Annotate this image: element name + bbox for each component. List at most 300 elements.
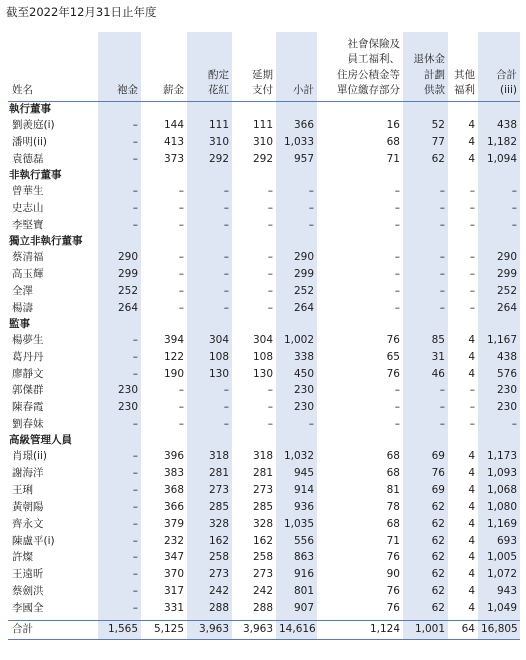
cell-subtotal: 801: [276, 583, 317, 600]
cell-pension: 76: [403, 465, 448, 482]
table-row: [8, 183, 520, 200]
section-pension: [403, 316, 448, 332]
cell-fees: –: [98, 516, 141, 533]
header-other-benefits: 其他 福利: [448, 32, 478, 101]
cell-pension: –: [403, 183, 448, 200]
cell-other: –: [469, 201, 475, 214]
cell-fees: 252: [98, 283, 141, 300]
cell-pension: –: [403, 399, 448, 416]
cell-pension: –: [403, 416, 448, 433]
cell-fees: 299: [98, 266, 141, 283]
section-salary: [141, 316, 187, 332]
table-row: [8, 416, 520, 433]
cell-bonus: 304: [187, 332, 232, 349]
header-fees: 袍金: [98, 32, 141, 101]
cell-name: 蔡清福: [12, 250, 44, 263]
cell-subtotal: 945: [276, 465, 317, 482]
table-row: [8, 134, 520, 151]
cell-fees: 230: [98, 382, 141, 399]
section-other: [448, 168, 478, 184]
cell-deferred: –: [267, 401, 273, 414]
cell-bonus: –: [187, 183, 232, 200]
cell-subtotal: 957: [276, 151, 317, 168]
cell-subtotal: 366: [276, 117, 317, 134]
cell-bonus: –: [187, 416, 232, 433]
cell-social: –: [394, 250, 400, 263]
cell-pension: –: [403, 249, 448, 266]
cell-deferred: 273: [252, 568, 273, 581]
cell-deferred: 162: [252, 534, 273, 547]
section-subtotal: [276, 168, 317, 184]
cell-salary: –: [178, 250, 184, 263]
cell-pension: 62: [403, 499, 448, 516]
cell-deferred: 258: [252, 551, 273, 564]
cell-social: 68: [386, 467, 400, 480]
section-social: [317, 168, 403, 184]
cell-subtotal: 450: [276, 366, 317, 383]
header-pension: 退休金 計劃 供款: [403, 32, 448, 101]
cell-name: 王遠昕: [12, 568, 44, 581]
cell-other: –: [469, 418, 475, 431]
cell-other: 4: [468, 367, 475, 380]
cell-total: 230: [478, 399, 520, 416]
cell-other: 4: [468, 135, 475, 148]
cell-salary: 144: [163, 118, 184, 131]
cell-fees: –: [98, 332, 141, 349]
cell-salary: 331: [163, 602, 184, 615]
cell-bonus: 273: [187, 482, 232, 499]
cell-pension: 69: [403, 449, 448, 466]
total-deferred: 3,963: [232, 620, 276, 639]
cell-salary: 317: [163, 585, 184, 598]
cell-fees: –: [98, 134, 141, 151]
section-header: [8, 316, 520, 332]
cell-salary: 366: [163, 500, 184, 513]
cell-name: 史志山: [12, 201, 44, 214]
cell-bonus: 242: [187, 583, 232, 600]
cell-other: –: [469, 267, 475, 280]
cell-total: 1,167: [478, 332, 520, 349]
section-header: [8, 168, 520, 184]
cell-fees: –: [98, 465, 141, 482]
cell-salary: 373: [163, 152, 184, 165]
cell-other: 4: [468, 333, 475, 346]
table-row: [8, 600, 520, 617]
cell-subtotal: –: [276, 217, 317, 234]
table-body: [8, 101, 520, 639]
section-bonus: [187, 234, 232, 250]
cell-pension: –: [403, 200, 448, 217]
cell-social: 68: [386, 517, 400, 530]
table-row: [8, 399, 520, 416]
cell-pension: 69: [403, 482, 448, 499]
cell-total: –: [478, 217, 520, 234]
header-bonus: 酌定 花紅: [187, 32, 232, 101]
table-row: [8, 583, 520, 600]
cell-name: 李堅寶: [12, 218, 44, 231]
section-bonus: [187, 433, 232, 449]
cell-fees: 230: [98, 399, 141, 416]
cell-total: 1,169: [478, 516, 520, 533]
cell-pension: –: [403, 283, 448, 300]
cell-deferred: –: [267, 267, 273, 280]
table-row: [8, 566, 520, 583]
cell-pension: 85: [403, 332, 448, 349]
header-deferred: 延期 支付: [232, 32, 276, 101]
cell-name: 葛丹丹: [12, 350, 44, 363]
table-row: [8, 283, 520, 300]
cell-deferred: –: [267, 384, 273, 397]
cell-fees: –: [98, 600, 141, 617]
section-total: [478, 168, 520, 184]
cell-total: 1,068: [478, 482, 520, 499]
cell-bonus: –: [187, 399, 232, 416]
cell-name: 廖靜文: [12, 367, 44, 380]
cell-fees: –: [98, 583, 141, 600]
table-row: [8, 349, 520, 366]
total-row: [8, 620, 520, 639]
total-salary: 5,125: [141, 620, 187, 639]
cell-total: 252: [478, 283, 520, 300]
cell-subtotal: 556: [276, 533, 317, 550]
cell-salary: –: [178, 201, 184, 214]
cell-social: 16: [386, 118, 400, 131]
cell-subtotal: 290: [276, 249, 317, 266]
cell-total: –: [478, 183, 520, 200]
cell-name: 陳盧平(i): [12, 534, 55, 547]
cell-bonus: 130: [187, 366, 232, 383]
section-title: 監事: [9, 317, 30, 330]
cell-social: 68: [386, 450, 400, 463]
cell-fees: –: [98, 533, 141, 550]
cell-name: 曾華生: [12, 184, 44, 197]
cell-name: 陳春霞: [12, 401, 44, 414]
cell-total: 943: [478, 583, 520, 600]
table-row: [8, 217, 520, 234]
cell-total: 264: [478, 300, 520, 317]
cell-subtotal: –: [276, 200, 317, 217]
cell-salary: 379: [163, 517, 184, 530]
section-subtotal: [276, 234, 317, 250]
cell-pension: 62: [403, 533, 448, 550]
cell-deferred: 130: [252, 367, 273, 380]
cell-social: 90: [386, 568, 400, 581]
cell-name: 潘明(ii): [12, 135, 48, 148]
cell-salary: –: [178, 384, 184, 397]
cell-other: 4: [468, 500, 475, 513]
cell-deferred: –: [267, 301, 273, 314]
cell-bonus: –: [187, 200, 232, 217]
cell-subtotal: 1,035: [276, 516, 317, 533]
cell-other: 4: [468, 551, 475, 564]
cell-deferred: 288: [252, 602, 273, 615]
cell-deferred: 328: [252, 517, 273, 530]
cell-subtotal: 338: [276, 349, 317, 366]
cell-social: 76: [386, 367, 400, 380]
cell-other: –: [469, 218, 475, 231]
cell-other: 4: [468, 568, 475, 581]
cell-pension: –: [403, 300, 448, 317]
cell-name: 李國全: [12, 602, 44, 615]
section-header: [8, 433, 520, 449]
cell-other: –: [469, 284, 475, 297]
cell-deferred: 285: [252, 500, 273, 513]
cell-salary: –: [178, 284, 184, 297]
table-row: [8, 249, 520, 266]
cell-bonus: 281: [187, 465, 232, 482]
cell-social: 71: [386, 152, 400, 165]
cell-subtotal: 1,002: [276, 332, 317, 349]
cell-name: 肖璟(ii): [12, 450, 48, 463]
cell-subtotal: 1,033: [276, 134, 317, 151]
cell-subtotal: 252: [276, 283, 317, 300]
cell-total: 290: [478, 249, 520, 266]
section-social: [317, 234, 403, 250]
section-deferred: [232, 234, 276, 250]
cell-pension: 62: [403, 516, 448, 533]
cell-bonus: –: [187, 217, 232, 234]
cell-subtotal: 936: [276, 499, 317, 516]
section-title: 高級管理人員: [9, 434, 72, 447]
cell-subtotal: 264: [276, 300, 317, 317]
cell-bonus: 108: [187, 349, 232, 366]
cell-name: 劉春妹: [12, 418, 44, 431]
cell-name: 黃朝陽: [12, 500, 44, 513]
cell-other: –: [469, 250, 475, 263]
cell-bonus: 310: [187, 134, 232, 151]
cell-salary: 394: [163, 333, 184, 346]
cell-deferred: 242: [252, 585, 273, 598]
total-pension: 1,001: [403, 620, 448, 639]
cell-name: 蔡劍洪: [12, 585, 44, 598]
cell-bonus: –: [187, 382, 232, 399]
cell-deferred: 111: [252, 118, 273, 131]
cell-name: 齊永文: [12, 517, 44, 530]
section-fees: [98, 234, 141, 250]
cell-salary: –: [178, 301, 184, 314]
cell-social: 76: [386, 602, 400, 615]
section-title: 非執行董事: [9, 168, 62, 181]
section-pension: [403, 101, 448, 117]
header-salary: 薪金: [141, 32, 187, 101]
cell-fees: –: [98, 183, 141, 200]
cell-total: 1,049: [478, 600, 520, 617]
cell-other: 4: [468, 534, 475, 547]
cell-fees: –: [98, 566, 141, 583]
total-bonus: 3,963: [187, 620, 232, 639]
table-row: [8, 266, 520, 283]
cell-social: –: [394, 267, 400, 280]
cell-name: 楊濤: [12, 301, 33, 314]
cell-social: –: [394, 184, 400, 197]
cell-pension: 31: [403, 349, 448, 366]
remuneration-table: [8, 32, 520, 640]
cell-other: 4: [468, 350, 475, 363]
section-other: [448, 433, 478, 449]
cell-pension: 62: [403, 550, 448, 567]
section-pension: [403, 433, 448, 449]
cell-social: –: [394, 201, 400, 214]
cell-subtotal: –: [276, 183, 317, 200]
total-name: 合計: [8, 620, 98, 639]
cell-bonus: –: [187, 249, 232, 266]
section-deferred: [232, 316, 276, 332]
cell-social: 78: [386, 500, 400, 513]
header-row: [8, 32, 520, 101]
cell-salary: –: [178, 218, 184, 231]
table-row: [8, 465, 520, 482]
table-row: [8, 482, 520, 499]
cell-bonus: 292: [187, 151, 232, 168]
cell-salary: 368: [163, 484, 184, 497]
section-fees: [98, 316, 141, 332]
header-social-insurance: 社會保險及 員工福利、 住房公積金等 單位繳存部分: [317, 32, 403, 101]
total-fees: 1,565: [98, 620, 141, 639]
cell-bonus: 288: [187, 600, 232, 617]
table-row: [8, 499, 520, 516]
section-social: [317, 433, 403, 449]
cell-name: 楊夢生: [12, 333, 44, 346]
total-subtotal: 14,616: [276, 620, 317, 639]
section-header: [8, 101, 520, 117]
cell-pension: 62: [403, 583, 448, 600]
section-deferred: [232, 433, 276, 449]
table-row: [8, 382, 520, 399]
cell-name: 王琍: [12, 484, 33, 497]
table-row: [8, 550, 520, 567]
section-other: [448, 234, 478, 250]
cell-bonus: –: [187, 300, 232, 317]
cell-subtotal: 863: [276, 550, 317, 567]
total-total: 16,805: [478, 620, 520, 639]
cell-other: 4: [468, 152, 475, 165]
cell-total: 1,094: [478, 151, 520, 168]
cell-salary: 396: [163, 450, 184, 463]
cell-bonus: 285: [187, 499, 232, 516]
section-subtotal: [276, 316, 317, 332]
cell-social: 65: [386, 350, 400, 363]
period-caption: 截至2022年12月31日止年度: [6, 5, 157, 19]
cell-salary: 122: [163, 350, 184, 363]
cell-subtotal: 299: [276, 266, 317, 283]
cell-other: –: [469, 301, 475, 314]
cell-total: 1,093: [478, 465, 520, 482]
header-total: 合計 (iii): [478, 32, 520, 101]
cell-salary: 347: [163, 551, 184, 564]
table-row: [8, 533, 520, 550]
cell-other: –: [469, 384, 475, 397]
cell-social: 76: [386, 585, 400, 598]
cell-name: 劉羨庭(i): [12, 118, 55, 131]
cell-name: 袁德磊: [12, 152, 44, 165]
cell-pension: 52: [403, 117, 448, 134]
table-row: [8, 449, 520, 466]
cell-total: 1,005: [478, 550, 520, 567]
cell-social: 71: [386, 534, 400, 547]
section-total: [478, 234, 520, 250]
cell-bonus: 162: [187, 533, 232, 550]
cell-social: –: [394, 418, 400, 431]
cell-social: –: [394, 284, 400, 297]
section-title: 執行董事: [9, 102, 51, 115]
total-other: 64: [448, 620, 478, 639]
cell-total: –: [478, 416, 520, 433]
header-name: 姓名: [8, 32, 98, 101]
section-total: [478, 101, 520, 117]
cell-total: 1,072: [478, 566, 520, 583]
cell-total: 1,182: [478, 134, 520, 151]
table-row: [8, 332, 520, 349]
cell-total: 438: [478, 349, 520, 366]
cell-fees: –: [98, 550, 141, 567]
table-row: [8, 366, 520, 383]
section-social: [317, 316, 403, 332]
cell-total: 1,080: [478, 499, 520, 516]
cell-deferred: 310: [252, 135, 273, 148]
cell-deferred: –: [267, 218, 273, 231]
cell-other: 4: [468, 585, 475, 598]
cell-social: 76: [386, 551, 400, 564]
cell-name: 許燦: [12, 551, 33, 564]
cell-salary: 232: [163, 534, 184, 547]
cell-other: –: [469, 184, 475, 197]
cell-social: 68: [386, 135, 400, 148]
table-row: [8, 151, 520, 168]
cell-subtotal: 916: [276, 566, 317, 583]
section-subtotal: [276, 433, 317, 449]
section-salary: [141, 168, 187, 184]
section-salary: [141, 433, 187, 449]
cell-total: 693: [478, 533, 520, 550]
cell-bonus: 328: [187, 516, 232, 533]
section-title: 獨立非執行董事: [9, 234, 83, 247]
cell-subtotal: 914: [276, 482, 317, 499]
cell-salary: –: [178, 418, 184, 431]
cell-other: –: [469, 401, 475, 414]
cell-deferred: 304: [252, 333, 273, 346]
section-salary: [141, 234, 187, 250]
cell-subtotal: 230: [276, 399, 317, 416]
section-total: [478, 316, 520, 332]
cell-deferred: 318: [252, 450, 273, 463]
cell-social: –: [394, 384, 400, 397]
cell-pension: 77: [403, 134, 448, 151]
section-other: [448, 316, 478, 332]
cell-deferred: 273: [252, 484, 273, 497]
cell-bonus: 318: [187, 449, 232, 466]
cell-fees: –: [98, 416, 141, 433]
cell-fees: –: [98, 499, 141, 516]
header-subtotal: 小計: [276, 32, 317, 101]
cell-other: 4: [468, 602, 475, 615]
cell-other: 4: [468, 517, 475, 530]
cell-salary: –: [178, 184, 184, 197]
cell-deferred: 292: [252, 152, 273, 165]
cell-social: –: [394, 401, 400, 414]
cell-fees: –: [98, 482, 141, 499]
cell-total: 230: [478, 382, 520, 399]
cell-name: 謝海洋: [12, 467, 44, 480]
cell-pension: –: [403, 266, 448, 283]
cell-total: –: [478, 200, 520, 217]
cell-total: 438: [478, 117, 520, 134]
table-row: [8, 300, 520, 317]
section-bonus: [187, 316, 232, 332]
cell-pension: 62: [403, 600, 448, 617]
cell-fees: 264: [98, 300, 141, 317]
cell-fees: –: [98, 217, 141, 234]
cell-fees: –: [98, 200, 141, 217]
